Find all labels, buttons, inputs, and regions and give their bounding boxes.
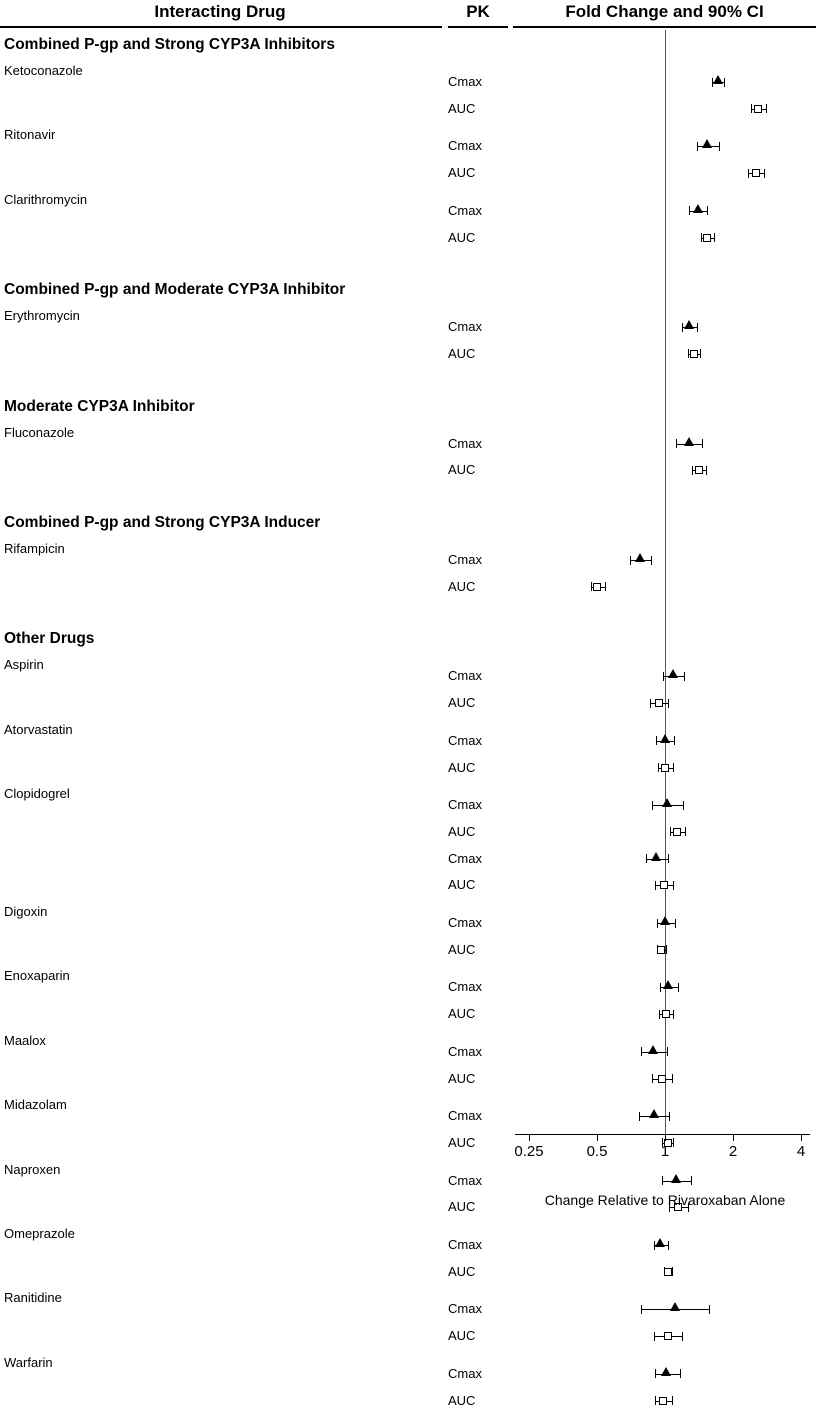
pk-label: Cmax xyxy=(448,74,482,89)
confidence-interval-cap xyxy=(652,1074,653,1083)
confidence-interval-cap xyxy=(674,736,675,745)
x-axis-tick-label: 4 xyxy=(796,1143,806,1160)
point-estimate-marker-auc xyxy=(658,1075,666,1083)
confidence-interval-cap xyxy=(659,1010,660,1019)
point-estimate-marker-cmax xyxy=(671,1174,681,1183)
point-estimate-marker-auc xyxy=(657,946,665,954)
header-rule-pk xyxy=(448,26,508,28)
pk-label: Cmax xyxy=(448,732,482,748)
x-axis-tick xyxy=(733,1134,734,1141)
confidence-interval-cap xyxy=(764,169,765,178)
pk-label: AUC xyxy=(448,1263,476,1279)
point-estimate-marker-auc xyxy=(655,699,663,707)
column-header-drug: Interacting Drug xyxy=(154,2,286,21)
point-estimate-marker-auc xyxy=(703,234,711,242)
pk-label: AUC xyxy=(448,759,476,775)
pk-label: Cmax xyxy=(448,979,482,995)
point-estimate-marker-auc xyxy=(690,350,698,358)
point-estimate-marker-cmax xyxy=(693,204,703,213)
point-estimate-marker-cmax xyxy=(668,669,678,678)
confidence-interval-cap xyxy=(654,1332,655,1341)
confidence-interval-cap xyxy=(667,1047,668,1056)
pk-label: Cmax xyxy=(448,435,482,451)
pk-label: Cmax xyxy=(448,319,482,335)
point-estimate-marker-cmax xyxy=(702,139,712,148)
pk-label: AUC xyxy=(448,823,476,839)
drug-label: Clopidogrel xyxy=(4,786,70,802)
pk-label: Cmax xyxy=(448,1108,482,1124)
pk-label: AUC xyxy=(448,1134,476,1150)
pk-label: AUC xyxy=(448,877,476,893)
confidence-interval-cap xyxy=(641,1047,642,1056)
confidence-interval-cap xyxy=(669,1112,670,1121)
confidence-interval-cap xyxy=(702,439,703,448)
confidence-interval-cap xyxy=(663,672,664,681)
pk-label: AUC xyxy=(448,100,476,116)
confidence-interval-cap xyxy=(658,763,659,772)
drug-label: Warfarin xyxy=(4,1354,53,1370)
point-estimate-marker-cmax xyxy=(635,553,645,562)
reference-line xyxy=(665,30,666,1134)
drug-label: Clarithromycin xyxy=(4,191,88,207)
drug-label: Rifampicin xyxy=(4,541,65,556)
point-estimate-marker-auc xyxy=(661,764,669,772)
pk-label: AUC xyxy=(448,941,476,957)
confidence-interval-cap xyxy=(662,1176,663,1185)
pk-label: Cmax xyxy=(448,1237,482,1252)
pk-label: Cmax xyxy=(448,1172,482,1188)
confidence-interval-cap xyxy=(656,736,657,745)
confidence-interval-cap xyxy=(678,983,679,992)
confidence-interval-cap xyxy=(709,1305,710,1314)
confidence-interval-cap xyxy=(670,827,671,836)
pk-label: Cmax xyxy=(448,915,482,930)
confidence-interval-cap xyxy=(654,1241,655,1250)
pk-label: AUC xyxy=(448,1392,476,1408)
confidence-interval-cap xyxy=(751,104,752,113)
confidence-interval-cap xyxy=(683,801,684,810)
point-estimate-marker-auc xyxy=(664,1332,672,1340)
pk-label: AUC xyxy=(448,165,476,181)
pk-label: Cmax xyxy=(448,1043,482,1059)
column-header-effect: Fold Change and 90% CI xyxy=(565,2,764,21)
confidence-interval-cap xyxy=(714,233,715,242)
pk-label: Cmax xyxy=(448,138,482,154)
confidence-interval-cap xyxy=(673,881,674,890)
pk-label: AUC xyxy=(448,1328,476,1344)
point-estimate-marker-cmax xyxy=(663,980,673,989)
confidence-interval-cap xyxy=(672,1396,673,1405)
point-estimate-marker-cmax xyxy=(684,320,694,329)
point-estimate-marker-auc xyxy=(754,105,762,113)
confidence-interval-cap xyxy=(639,1112,640,1121)
confidence-interval-cap xyxy=(668,854,669,863)
confidence-interval-cap xyxy=(680,1369,681,1378)
confidence-interval-cap xyxy=(668,699,669,708)
point-estimate-marker-cmax xyxy=(660,734,670,743)
pk-label: Cmax xyxy=(448,850,482,866)
confidence-interval-cap xyxy=(605,582,606,591)
point-estimate-marker-cmax xyxy=(651,852,661,861)
drug-label: Ritonavir xyxy=(4,127,56,143)
pk-label: Cmax xyxy=(448,668,482,684)
confidence-interval-cap xyxy=(707,206,708,215)
pk-label: Cmax xyxy=(448,1301,482,1317)
x-axis-tick xyxy=(665,1134,666,1141)
x-axis-title: Change Relative to Rivaroxaban Alone xyxy=(544,1192,786,1208)
confidence-interval-cap xyxy=(652,801,653,810)
x-axis-tick xyxy=(529,1134,530,1141)
confidence-interval-cap xyxy=(691,1176,692,1185)
pk-label: AUC xyxy=(448,695,476,711)
confidence-interval-cap xyxy=(697,323,698,332)
point-estimate-marker-cmax xyxy=(684,437,694,446)
confidence-interval-cap xyxy=(685,827,686,836)
x-axis-line xyxy=(515,1134,810,1135)
header-rule-effect xyxy=(513,26,816,28)
point-estimate-marker-auc xyxy=(660,881,668,889)
confidence-interval-cap xyxy=(668,1241,669,1250)
point-estimate-marker-cmax xyxy=(649,1109,659,1118)
confidence-interval-cap xyxy=(672,1074,673,1083)
confidence-interval-cap xyxy=(692,466,693,475)
confidence-interval-cap xyxy=(684,672,685,681)
pk-label: AUC xyxy=(448,1006,476,1022)
confidence-interval-cap xyxy=(641,1305,642,1314)
confidence-interval-cap xyxy=(673,763,674,772)
x-axis-tick-label: 1 xyxy=(660,1143,670,1160)
confidence-interval-cap xyxy=(748,169,749,178)
drug-label: Erythromycin xyxy=(4,308,80,324)
confidence-interval-cap xyxy=(719,142,720,151)
drug-label: Ranitidine xyxy=(4,1290,62,1306)
confidence-interval-cap xyxy=(701,233,702,242)
pk-label: AUC xyxy=(448,345,476,361)
pk-label: AUC xyxy=(448,462,476,478)
drug-label: Atorvastatin xyxy=(4,721,73,737)
point-estimate-marker-auc xyxy=(659,1397,667,1405)
x-axis-tick xyxy=(597,1134,598,1141)
point-estimate-marker-auc xyxy=(664,1268,672,1276)
confidence-interval-cap xyxy=(673,1010,674,1019)
pk-label: AUC xyxy=(448,1070,476,1086)
confidence-interval-cap xyxy=(666,945,667,954)
pk-label: Cmax xyxy=(448,552,482,567)
point-estimate-marker-auc xyxy=(673,828,681,836)
pk-label: AUC xyxy=(448,578,476,594)
confidence-interval-cap xyxy=(655,1396,656,1405)
point-estimate-marker-cmax xyxy=(660,916,670,925)
drug-label: Omeprazole xyxy=(4,1226,75,1241)
confidence-interval-cap xyxy=(646,854,647,863)
x-axis-tick-label: 0.5 xyxy=(586,1143,608,1160)
pk-label: AUC xyxy=(448,1199,476,1215)
x-axis-tick xyxy=(801,1134,802,1141)
confidence-interval-cap xyxy=(766,104,767,113)
confidence-interval-cap xyxy=(673,1138,674,1147)
confidence-interval-cap xyxy=(724,78,725,87)
pk-label: Cmax xyxy=(448,202,482,218)
confidence-interval-cap xyxy=(700,349,701,358)
confidence-interval-cap xyxy=(676,439,677,448)
drug-label: Enoxaparin xyxy=(4,968,70,984)
group-heading: Other Drugs xyxy=(4,630,95,648)
confidence-interval-cap xyxy=(697,142,698,151)
pk-label: AUC xyxy=(448,229,476,245)
confidence-interval-cap xyxy=(706,466,707,475)
confidence-interval-cap xyxy=(650,699,651,708)
confidence-interval-cap xyxy=(682,1332,683,1341)
drug-label: Fluconazole xyxy=(4,424,75,440)
x-axis-tick-label: 0.25 xyxy=(514,1143,544,1160)
confidence-interval-cap xyxy=(655,1369,656,1378)
confidence-interval-cap xyxy=(660,983,661,992)
point-estimate-marker-auc xyxy=(752,169,760,177)
point-estimate-marker-cmax xyxy=(662,798,672,807)
confidence-interval-cap xyxy=(591,582,592,591)
group-heading: Moderate CYP3A Inhibitor xyxy=(4,397,195,415)
point-estimate-marker-auc xyxy=(695,466,703,474)
confidence-interval-cap xyxy=(630,556,631,565)
point-estimate-marker-auc xyxy=(662,1010,670,1018)
drug-label: Midazolam xyxy=(4,1097,67,1113)
point-estimate-marker-cmax xyxy=(670,1302,680,1311)
column-header-pk: PK xyxy=(466,2,490,21)
confidence-interval-cap xyxy=(675,919,676,928)
pk-label: Cmax xyxy=(448,797,482,813)
drug-label: Ketoconazole xyxy=(4,63,83,78)
pk-label: Cmax xyxy=(448,1365,482,1381)
point-estimate-marker-cmax xyxy=(655,1238,665,1247)
drug-label: Aspirin xyxy=(4,657,44,673)
point-estimate-marker-auc xyxy=(593,583,601,591)
confidence-interval-cap xyxy=(651,556,652,565)
confidence-interval-cap xyxy=(688,349,689,358)
x-axis-tick-label: 2 xyxy=(728,1143,738,1160)
point-estimate-marker-cmax xyxy=(648,1045,658,1054)
drug-label: Naproxen xyxy=(4,1161,61,1177)
confidence-interval-cap xyxy=(657,919,658,928)
drug-label: Maalox xyxy=(4,1032,46,1048)
confidence-interval-cap xyxy=(689,206,690,215)
header-rule-drug xyxy=(0,26,442,28)
group-heading: Combined P-gp and Strong CYP3A Inhibitors xyxy=(4,36,335,53)
group-heading: Combined P-gp and Moderate CYP3A Inhibitor xyxy=(4,281,346,299)
point-estimate-marker-cmax xyxy=(713,75,723,84)
drug-label: Digoxin xyxy=(4,904,48,919)
point-estimate-marker-cmax xyxy=(661,1367,671,1376)
confidence-interval-cap xyxy=(655,881,656,890)
group-heading: Combined P-gp and Strong CYP3A Inducer xyxy=(4,514,321,531)
